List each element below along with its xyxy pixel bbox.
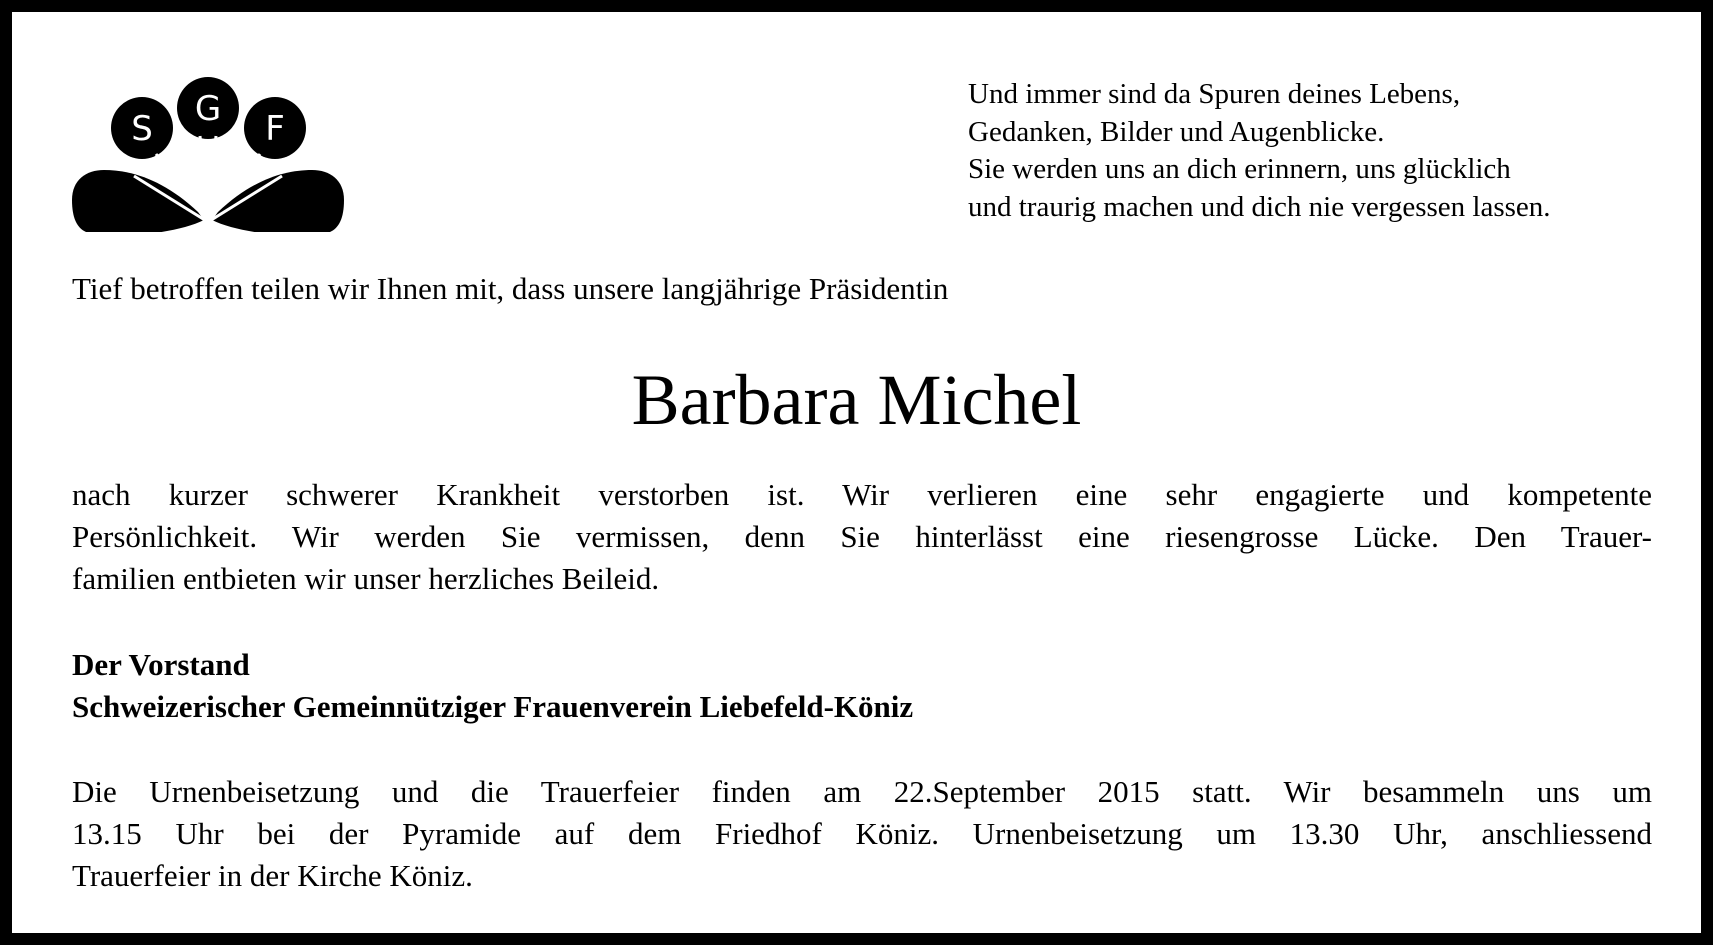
sgf-logo xyxy=(72,72,362,232)
paragraph-line: Trauerfeier in der Kirche Köniz. xyxy=(72,858,473,893)
memorial-poem xyxy=(968,76,1668,226)
paragraph-line: Persönlichkeit. Wir werden Sie vermissen, denn Sie hinterlässt eine riesengrosse Lücke. Den Trauer- xyxy=(72,519,1652,554)
paragraph-line: familien entbieten wir unser herzliches Beileid. xyxy=(72,561,660,596)
logo-letter-g: G xyxy=(194,89,222,129)
deceased-name: Barbara Michel xyxy=(631,360,1082,440)
logo-letter-s: S xyxy=(131,109,153,149)
signature-block xyxy=(72,644,913,728)
poem-line: Und immer sind da Spuren deines Lebens, xyxy=(968,78,1461,110)
condolence-paragraph xyxy=(72,474,1652,600)
logo-letter-f: F xyxy=(265,109,285,149)
ceremony-paragraph xyxy=(72,771,1652,897)
poem-line: Sie werden uns an dich erinnern, uns glücklich xyxy=(968,153,1511,185)
intro-text: Tief betroffen teilen wir Ihnen mit, dass unsere langjährige Präsidentin xyxy=(72,271,949,306)
paragraph-line: nach kurzer schwerer Krankheit verstorben ist. Wir verlieren eine sehr engagierte und kompetente xyxy=(72,477,1652,512)
poem-line: und traurig machen und dich nie vergessen lassen. xyxy=(968,190,1551,223)
paragraph-line: 13.15 Uhr bei der Pyramide auf dem Friedhof Köniz. Urnenbeisetzung um 13.30 Uhr, anschliessend xyxy=(72,816,1652,851)
signature-organization: Schweizerischer Gemeinnütziger Frauenverein Liebefeld-Köniz xyxy=(72,689,914,724)
signature-board: Der Vorstand xyxy=(72,647,250,682)
poem-line: Gedanken, Bilder und Augenblicke. xyxy=(968,115,1385,148)
paragraph-line: Die Urnenbeisetzung und die Trauerfeier finden am 22.September 2015 statt. Wir besammeln uns um xyxy=(72,774,1652,809)
